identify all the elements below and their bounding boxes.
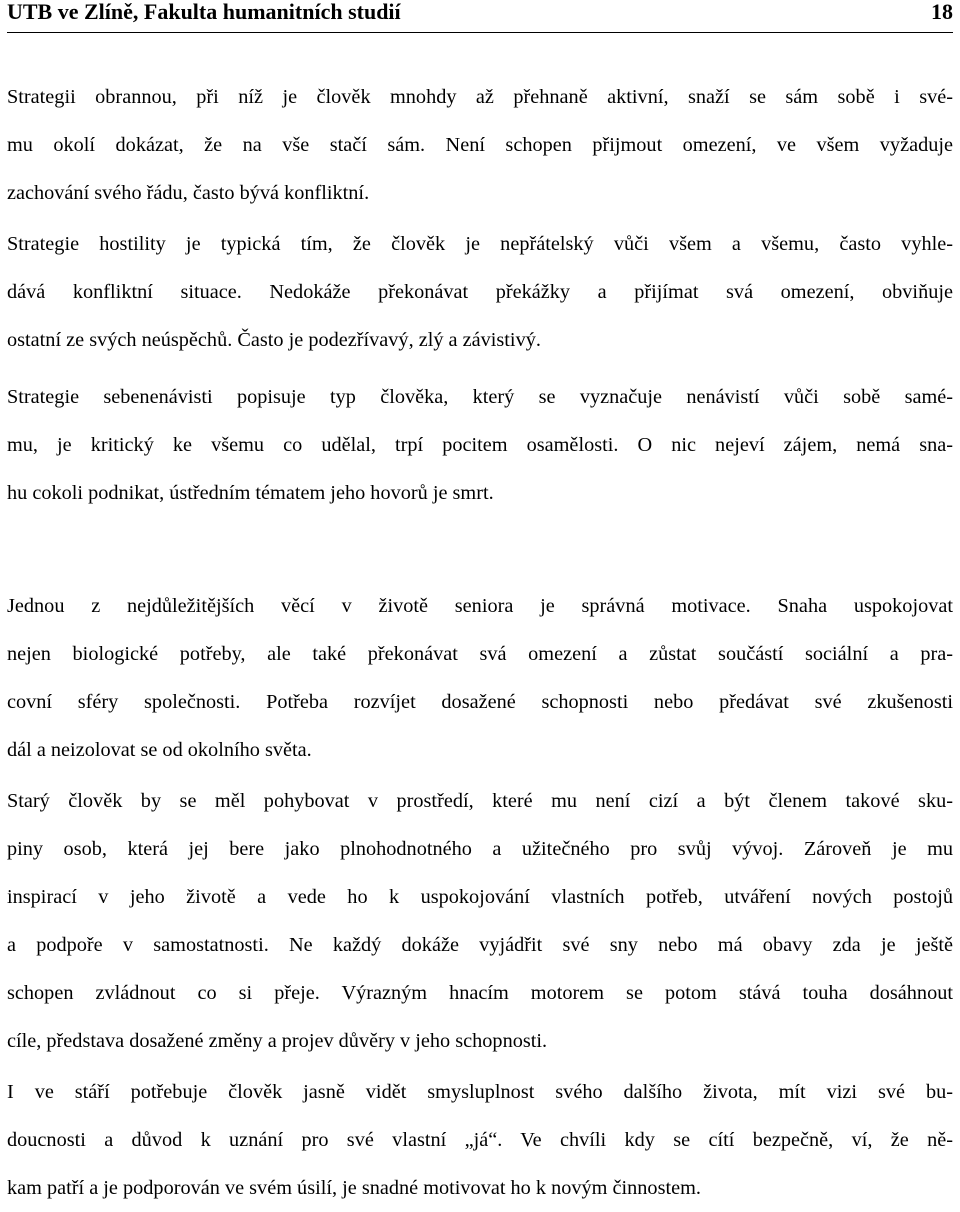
paragraph-line: Strategie sebenenávisti popisuje typ člověka, který se vyznačuje nenávistí vůči sobě samé-	[7, 386, 953, 408]
paragraph-line: doucnosti a důvod k uznání pro své vlastní „já“. Ve chvíli kdy se cítí bezpečně, ví, že ně-	[7, 1129, 953, 1151]
paragraph-environment	[7, 777, 953, 1065]
paragraph-meaning-of-life	[7, 1068, 953, 1212]
paragraph-line: I ve stáří potřebuje člověk jasně vidět smysluplnost svého dalšího života, mít vizi své bu-	[7, 1081, 953, 1103]
paragraph-line: piny osob, která jej bere jako plnohodnotného a užitečného pro svůj vývoj. Zároveň je mu	[7, 838, 953, 860]
paragraph-line: ostatní ze svých neúspěchů. Často je podezřívavý, zlý a závistivý.	[7, 329, 541, 351]
paragraph-line: hu cokoli podnikat, ústředním tématem jeho hovorů je smrt.	[7, 482, 494, 504]
paragraph-line: mu okolí dokázat, že na vše stačí sám. Není schopen přijmout omezení, ve všem vyžaduje	[7, 134, 953, 156]
paragraph-line: kam patří a je podporován ve svém úsilí, je snadné motivovat ho k novým činnostem.	[7, 1177, 701, 1199]
paragraph-line: schopen zvládnout co si přeje. Výrazným hnacím motorem se potom stává touha dosáhnout	[7, 982, 953, 1004]
paragraph-self-hatred-strategy	[7, 373, 953, 517]
page-number: 18	[931, 0, 953, 24]
paragraph-line: cíle, představa dosažené změny a projev důvěry v jeho schopnosti.	[7, 1030, 548, 1052]
paragraph-line: a podpoře v samostatnosti. Ne každý dokáže vyjádřit své sny nebo má obavy zda je ještě	[7, 934, 953, 956]
paragraph-line: inspirací v jeho životě a vede ho k uspokojování vlastních potřeb, utváření nových postojů	[7, 886, 953, 908]
paragraph-line: Jednou z nejdůležitějších věcí v životě seniora je správná motivace. Snaha uspokojovat	[7, 595, 953, 617]
paragraph-hostility-strategy	[7, 220, 953, 364]
paragraph-line: Strategie hostility je typická tím, že člověk je nepřátelský vůči všem a všemu, často vyhle-	[7, 233, 953, 255]
paragraph-line: Strategii obrannou, při níž je člověk mnohdy až přehnaně aktivní, snaží se sám sobě i své-	[7, 86, 953, 108]
paragraph-line: covní sféry společnosti. Potřeba rozvíjet dosažené schopnosti nebo předávat své zkušenosti	[7, 691, 953, 713]
paragraph-line: dál a neizolovat se od okolního světa.	[7, 739, 312, 761]
page-header	[7, 0, 953, 33]
paragraph-line: zachování svého řádu, často bývá konfliktní.	[7, 182, 370, 204]
paragraph-defensive-strategy	[7, 73, 953, 217]
paragraph-line: nejen biologické potřeby, ale také překonávat svá omezení a zůstat součástí sociální a pra-	[7, 643, 953, 665]
paragraph-motivation	[7, 582, 953, 774]
paragraph-line: Starý člověk by se měl pohybovat v prostředí, které mu není cizí a být členem takové sku-	[7, 790, 953, 812]
paragraph-line: dává konfliktní situace. Nedokáže překonávat překážky a přijímat svá omezení, obviňuje	[7, 281, 953, 303]
header-title: UTB ve Zlíně, Fakulta humanitních studií	[7, 0, 401, 24]
paragraph-line: mu, je kritický ke všemu co udělal, trpí pocitem osamělosti. O nic nejeví zájem, nemá sna-	[7, 434, 953, 456]
